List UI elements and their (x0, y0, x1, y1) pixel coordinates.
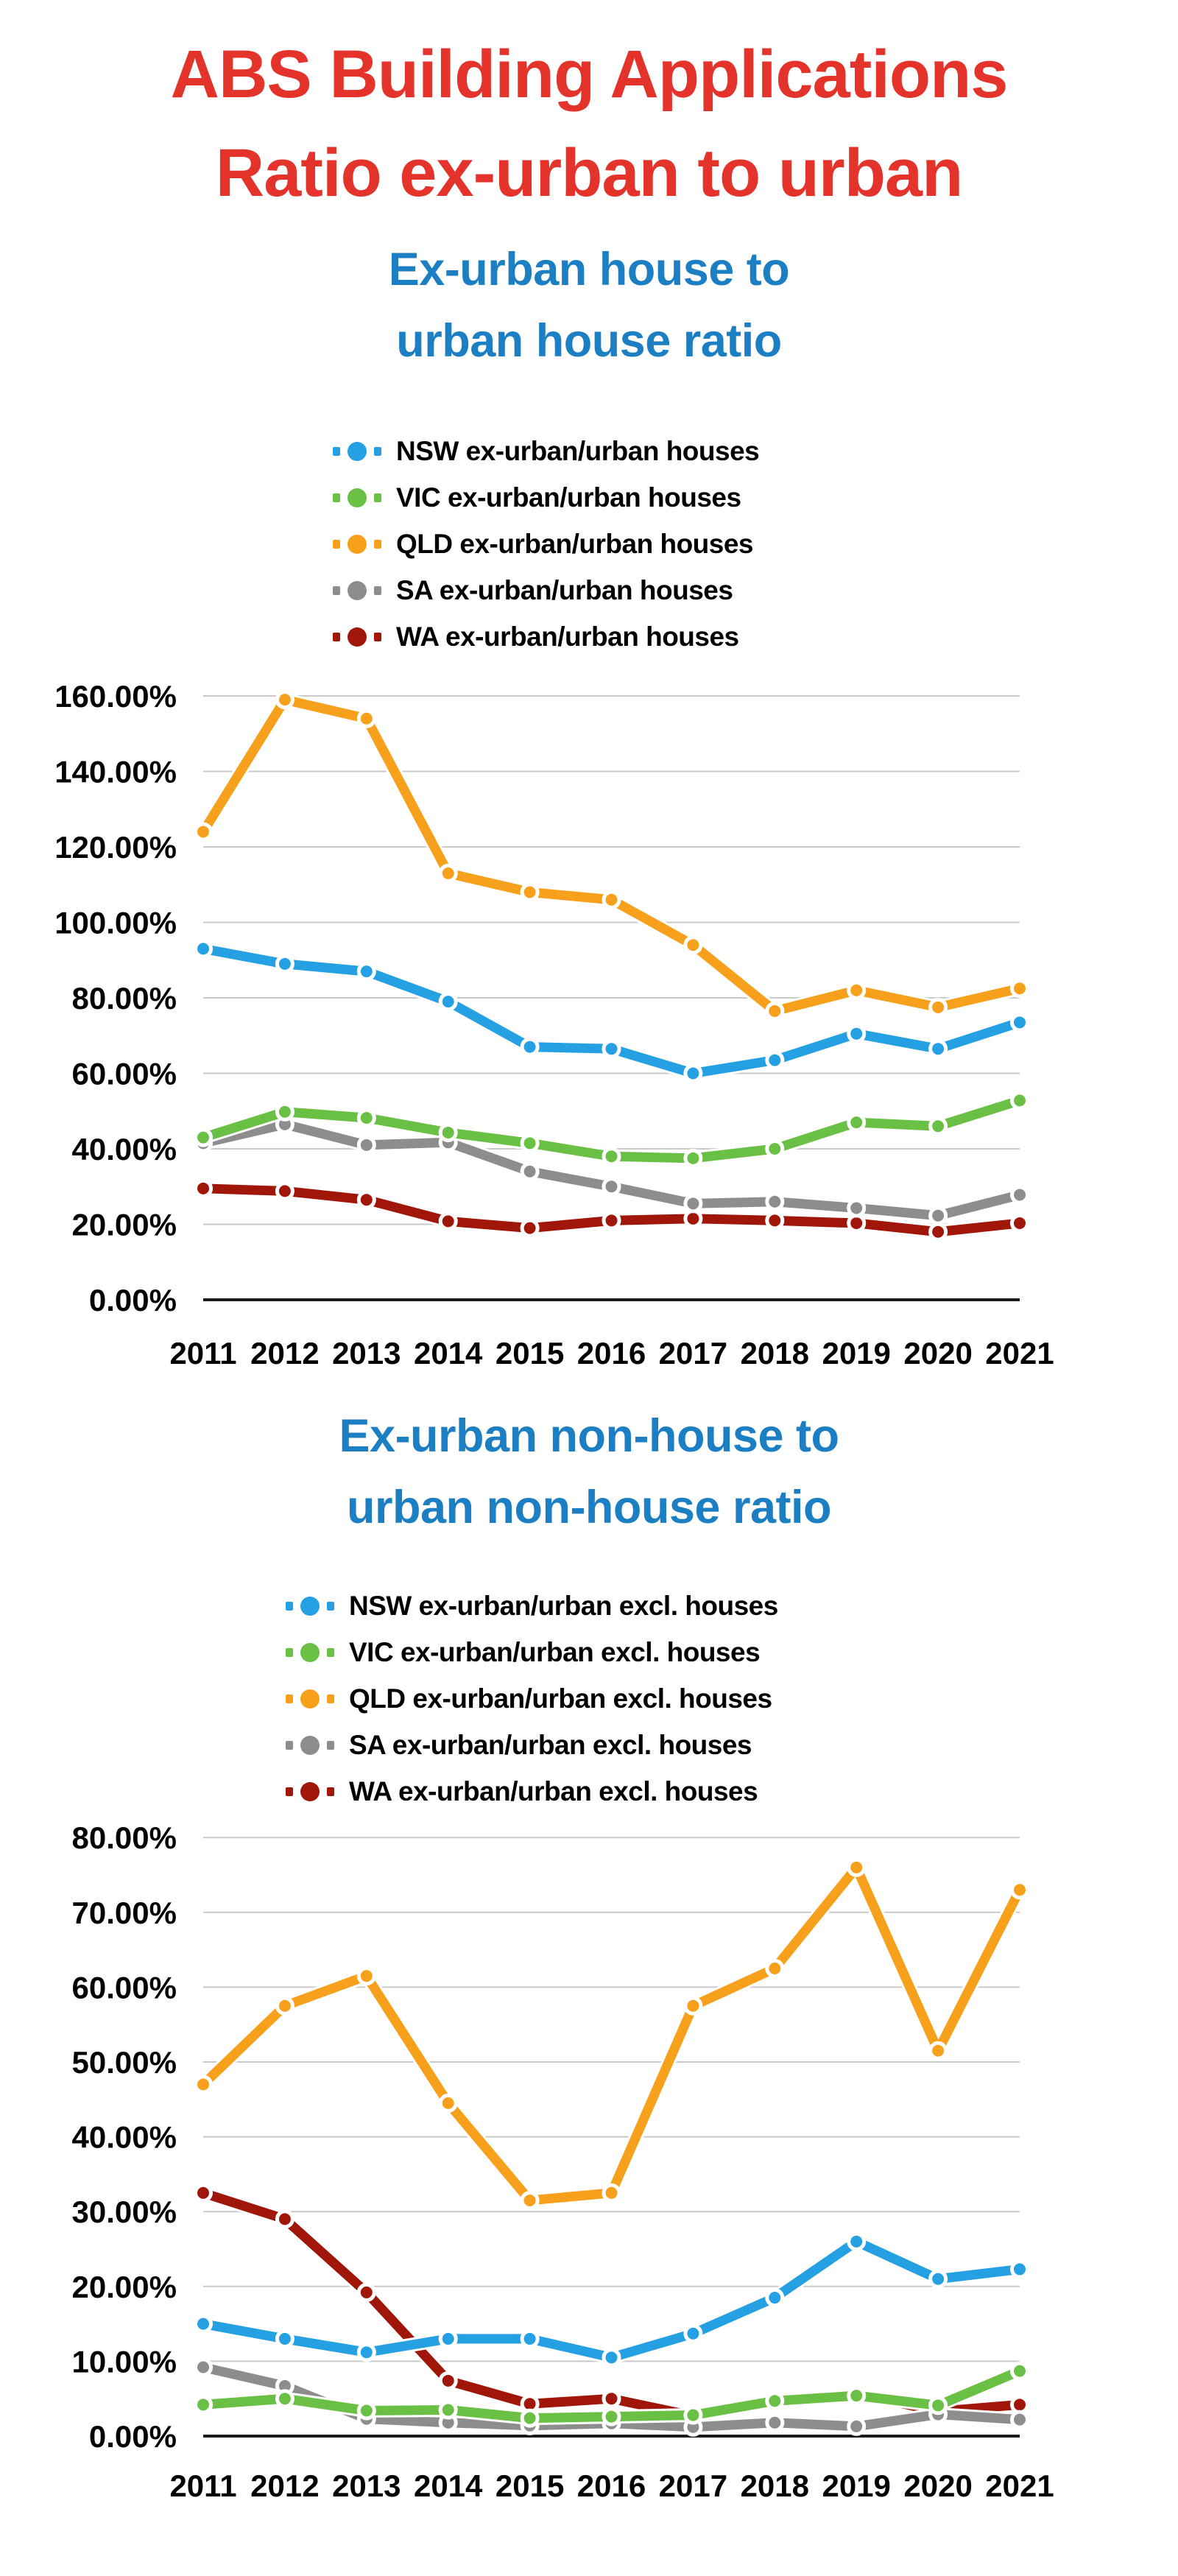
data-point (440, 2373, 456, 2388)
data-point (931, 999, 946, 1015)
data-point (685, 1998, 701, 2013)
legend-label: SA ex-urban/urban excl. houses (349, 1730, 752, 1760)
chart-1-title (0, 234, 1178, 377)
data-point (196, 1130, 211, 1145)
data-point (767, 1003, 783, 1018)
x-tick-label: 2018 (740, 1336, 810, 1370)
data-point (359, 2403, 374, 2418)
data-point (931, 2271, 946, 2287)
x-tick-label: 2021 (985, 2468, 1054, 2503)
y-tick-label: 10.00% (71, 2344, 177, 2379)
legend-item (333, 575, 759, 606)
data-point (1012, 981, 1028, 996)
legend-item (333, 622, 759, 652)
data-point (767, 1961, 783, 1977)
legend-line-marker-icon (333, 626, 381, 648)
legend-label: QLD ex-urban/urban houses (396, 529, 754, 559)
data-point (604, 1041, 619, 1057)
y-tick-label: 60.00% (71, 1970, 177, 2005)
y-tick-label: 20.00% (71, 1207, 177, 1242)
data-point (685, 1211, 701, 1226)
data-point (931, 1119, 946, 1134)
data-point (767, 1141, 783, 1157)
data-point (767, 1194, 783, 1209)
data-point (359, 1137, 374, 1152)
data-point (931, 2043, 946, 2058)
legend-line-marker-icon (286, 1734, 334, 1756)
data-point (522, 1164, 537, 1179)
x-tick-label: 2018 (740, 2468, 810, 2503)
y-tick-label: 80.00% (71, 981, 177, 1016)
x-tick-label: 2012 (250, 1336, 320, 1370)
legend-item (333, 436, 759, 467)
chart-2-title (0, 1401, 1178, 1544)
data-point (522, 1220, 537, 1236)
legend-line-marker-icon (333, 440, 381, 462)
data-point (359, 964, 374, 979)
data-point (440, 2331, 456, 2346)
data-point (196, 1180, 211, 1196)
data-point (604, 2391, 619, 2407)
data-point (196, 2359, 211, 2375)
x-tick-label: 2015 (495, 2468, 565, 2503)
y-tick-label: 100.00% (54, 905, 177, 940)
y-tick-label: 120.00% (54, 830, 177, 865)
x-tick-label: 2014 (413, 1336, 483, 1370)
data-point (196, 941, 211, 957)
x-tick-label: 2013 (332, 1336, 401, 1370)
series-line (203, 2193, 1020, 2416)
chart-1-houses-ratio (0, 663, 1178, 1399)
data-point (604, 2185, 619, 2200)
legend-line-marker-icon (333, 487, 381, 509)
data-point (277, 2391, 292, 2407)
legend-line-marker-icon (286, 1688, 334, 1710)
data-point (277, 2211, 292, 2227)
data-point (767, 1052, 783, 1068)
legend-item (286, 1637, 778, 1668)
data-point (604, 1149, 619, 1164)
legend-line-marker-icon (286, 1595, 334, 1617)
legend-label: WA ex-urban/urban excl. houses (349, 1776, 758, 1806)
data-point (359, 2345, 374, 2360)
data-point (1012, 1215, 1028, 1231)
series-line-casing (203, 2193, 1020, 2416)
data-point (277, 956, 292, 971)
data-point (1012, 1882, 1028, 1898)
data-point (849, 2418, 864, 2434)
x-tick-label: 2021 (985, 1336, 1054, 1370)
data-point (685, 1150, 701, 1166)
data-point (277, 1998, 292, 2013)
data-point (849, 2388, 864, 2404)
data-point (604, 2350, 619, 2365)
x-tick-label: 2016 (576, 2468, 646, 2503)
chart-1-legend (333, 436, 759, 652)
data-point (277, 692, 292, 708)
data-point (931, 1208, 946, 1223)
x-tick-label: 2020 (903, 2468, 973, 2503)
legend-label: NSW ex-urban/urban houses (396, 436, 760, 466)
x-tick-label: 2017 (658, 1336, 728, 1370)
data-point (440, 2402, 456, 2418)
data-point (1012, 2262, 1028, 2277)
data-point (359, 1110, 374, 1125)
data-point (359, 711, 374, 726)
data-point (1012, 2363, 1028, 2379)
legend-label: SA ex-urban/urban houses (396, 575, 733, 605)
series-line-casing (203, 1868, 1020, 2200)
data-point (685, 1066, 701, 1081)
data-point (849, 1200, 864, 1216)
data-point (604, 2409, 619, 2424)
legend-label: QLD ex-urban/urban excl. houses (349, 1683, 772, 1714)
y-tick-label: 140.00% (54, 754, 177, 789)
data-point (196, 824, 211, 840)
data-point (522, 2192, 537, 2208)
data-point (849, 1215, 864, 1231)
y-tick-label: 20.00% (71, 2269, 177, 2304)
main-title-line-1: ABS Building Applications (170, 37, 1008, 112)
x-tick-label: 2011 (169, 1336, 237, 1370)
x-tick-label: 2015 (495, 1336, 565, 1370)
legend-item (286, 1591, 778, 1622)
data-point (685, 937, 701, 953)
series-line (203, 1868, 1020, 2200)
chart-1-title-line-2: urban house ratio (396, 315, 782, 367)
x-tick-label: 2016 (576, 1336, 646, 1370)
data-point (849, 1115, 864, 1130)
data-point (277, 2331, 292, 2346)
legend-line-marker-icon (333, 533, 381, 555)
data-point (359, 1192, 374, 1208)
x-tick-label: 2019 (822, 2468, 891, 2503)
data-point (931, 2398, 946, 2413)
data-point (767, 2415, 783, 2430)
y-tick-label: 60.00% (71, 1056, 177, 1091)
data-point (522, 1136, 537, 1151)
legend-label: VIC ex-urban/urban houses (396, 482, 741, 513)
data-point (440, 1214, 456, 1229)
y-tick-label: 0.00% (88, 2419, 177, 2454)
legend-line-marker-icon (286, 1641, 334, 1664)
y-tick-label: 70.00% (71, 1895, 177, 1930)
data-point (359, 1968, 374, 1984)
data-point (196, 2185, 211, 2200)
data-point (522, 884, 537, 900)
legend-item (333, 529, 759, 560)
y-tick-label: 40.00% (71, 1132, 177, 1166)
data-point (767, 2290, 783, 2306)
data-point (604, 1179, 619, 1194)
y-tick-label: 50.00% (71, 2045, 177, 2080)
data-point (196, 2316, 211, 2332)
legend-line-marker-icon (333, 580, 381, 602)
data-point (277, 1104, 292, 1119)
data-point (931, 1224, 946, 1239)
x-tick-label: 2020 (903, 1336, 973, 1370)
data-point (440, 1125, 456, 1140)
data-point (849, 982, 864, 998)
data-point (1012, 1015, 1028, 1030)
x-tick-label: 2014 (413, 2468, 483, 2503)
legend-item (286, 1730, 778, 1761)
data-point (522, 2410, 537, 2426)
chart-2-legend (286, 1591, 778, 1807)
main-title (0, 25, 1178, 223)
y-tick-label: 80.00% (71, 1820, 177, 1856)
x-tick-label: 2012 (250, 2468, 320, 2503)
main-title-line-2: Ratio ex-urban to urban (215, 136, 963, 211)
data-point (522, 2331, 537, 2346)
data-point (1012, 1093, 1028, 1108)
chart-2-title-line-2: urban non-house ratio (347, 1482, 831, 1534)
data-point (277, 1183, 292, 1199)
data-point (931, 1041, 946, 1057)
data-point (849, 1859, 864, 1875)
y-tick-label: 0.00% (88, 1283, 177, 1317)
data-point (196, 2397, 211, 2413)
data-point (196, 2077, 211, 2092)
data-point (685, 2407, 701, 2423)
data-point (440, 994, 456, 1010)
data-point (1012, 1187, 1028, 1203)
data-point (685, 1196, 701, 1211)
data-point (604, 892, 619, 907)
y-tick-label: 40.00% (71, 2119, 177, 2155)
data-point (522, 1039, 537, 1055)
legend-label: VIC ex-urban/urban excl. houses (349, 1637, 761, 1667)
data-point (767, 2393, 783, 2409)
x-tick-label: 2017 (658, 2468, 728, 2503)
chart-1-title-line-1: Ex-urban house to (388, 244, 790, 295)
data-point (685, 2326, 701, 2341)
data-point (440, 865, 456, 881)
x-tick-label: 2013 (332, 2468, 401, 2503)
data-point (440, 2095, 456, 2111)
data-point (359, 2284, 374, 2300)
data-point (767, 1213, 783, 1228)
data-point (604, 1213, 619, 1228)
chart-2-non-houses-ratio (0, 1790, 1178, 2563)
data-point (849, 1026, 864, 1041)
y-tick-label: 160.00% (54, 679, 177, 714)
data-point (1012, 2412, 1028, 2427)
data-point (849, 2234, 864, 2249)
chart-2-title-line-1: Ex-urban non-house to (339, 1410, 839, 1462)
x-tick-label: 2019 (822, 1336, 891, 1370)
legend-item (286, 1683, 778, 1714)
y-tick-label: 30.00% (71, 2195, 177, 2230)
legend-item (333, 482, 759, 513)
legend-label: NSW ex-urban/urban excl. houses (349, 1591, 778, 1621)
x-tick-label: 2011 (169, 2468, 237, 2503)
legend-label: WA ex-urban/urban houses (396, 622, 739, 652)
